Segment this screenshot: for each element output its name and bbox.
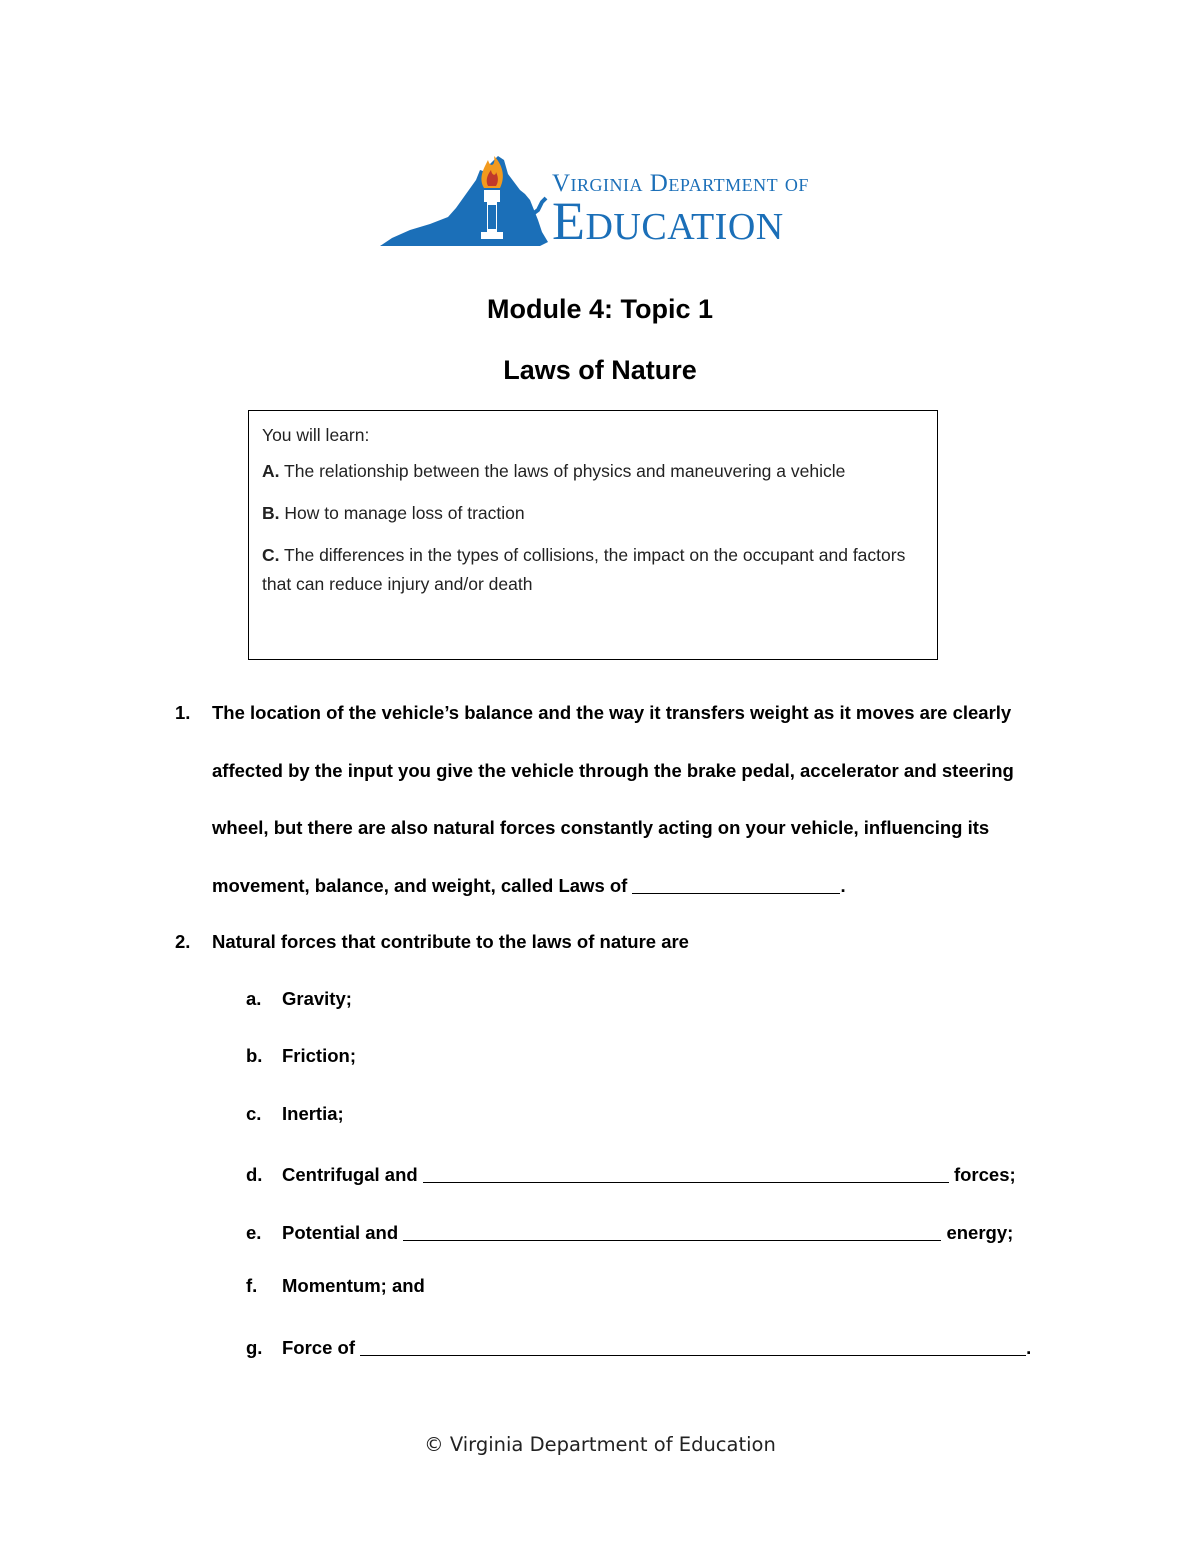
logo-line2: Education xyxy=(552,191,784,251)
page-title: Laws of Nature xyxy=(503,355,697,385)
fill-in-blank[interactable] xyxy=(403,1220,941,1241)
fill-in-blank[interactable] xyxy=(360,1335,1026,1356)
list-item: g. Force of . xyxy=(246,1337,1032,1358)
list-item: c. Inertia; xyxy=(246,1103,344,1124)
list-item: f. Momentum; and xyxy=(246,1275,425,1296)
list-item: d. Centrifugal and forces; xyxy=(246,1164,1016,1185)
question-number: 1. xyxy=(175,702,191,723)
module-title: Module 4: Topic 1 xyxy=(486,294,713,324)
question-2 xyxy=(175,913,1075,971)
copyright-footer: © Virginia Department of Education xyxy=(424,1433,776,1456)
learning-heading: You will learn: xyxy=(262,425,370,445)
learning-objectives-box xyxy=(248,410,938,660)
list-item: e. Potential and energy; xyxy=(246,1222,1014,1243)
question-1 xyxy=(175,684,1075,914)
list-item: b. Friction; xyxy=(246,1045,356,1066)
fill-in-blank[interactable] xyxy=(423,1162,949,1183)
learning-item-c: C. The differences in the types of collisions, the impact on the occupant and factors that can reduce injury and/or death xyxy=(262,545,906,594)
question-number: 2. xyxy=(175,931,191,952)
fill-in-blank[interactable] xyxy=(632,873,840,894)
logo-line1: Virginia Department of xyxy=(552,170,809,197)
vdoe-logo xyxy=(380,150,820,250)
list-item: a. Gravity; xyxy=(246,988,352,1009)
blank-suffix: . xyxy=(840,874,846,896)
learning-item-a: A. The relationship between the laws of physics and maneuvering a vehicle xyxy=(262,461,846,481)
question-text: Natural forces that contribute to the laws of nature are xyxy=(212,931,689,952)
question-text: The location of the vehicle’s balance and the way it transfers weight as it moves are clearly affected by the input you give the vehicle through the brake pedal, accelerator and steering wheel, but there are also natural forces constantly acting on your vehicle, influencing its movement, balance, and weight, called Laws of xyxy=(212,702,1014,896)
learning-item-b: B. How to manage loss of traction xyxy=(262,503,525,523)
